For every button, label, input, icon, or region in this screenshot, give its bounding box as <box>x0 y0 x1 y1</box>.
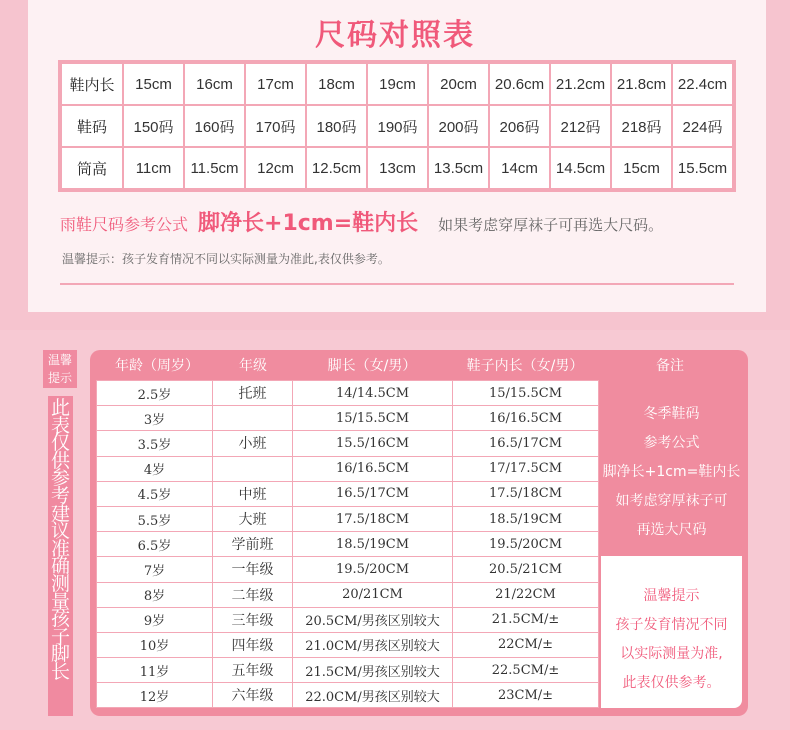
age-cell-foot: 16.5/17CM <box>293 481 453 506</box>
age-cell-age: 3岁 <box>97 406 213 431</box>
divider <box>60 283 734 285</box>
age-chart-table <box>96 380 599 708</box>
age-cell-age: 4.5岁 <box>97 481 213 506</box>
size-row <box>61 63 733 105</box>
age-row <box>97 532 599 557</box>
age-cell-age: 8岁 <box>97 582 213 607</box>
header-grade: 年级 <box>239 358 267 374</box>
size-cell: 14cm <box>489 147 550 189</box>
size-chart-table <box>60 62 734 190</box>
size-cell: 14.5cm <box>550 147 611 189</box>
age-cell-foot: 15.5/16CM <box>293 431 453 456</box>
note-line: 孩子发育情况不同 <box>615 617 728 633</box>
size-cell: 12.5cm <box>306 147 367 189</box>
age-cell-grade: 学前班 <box>213 532 293 557</box>
size-cell: 160码 <box>184 105 245 147</box>
age-cell-grade <box>213 406 293 431</box>
size-cell: 15cm <box>123 63 184 105</box>
age-cell-age: 5.5岁 <box>97 506 213 531</box>
age-cell-shoe: 23CM/± <box>453 683 599 708</box>
size-cell: 12cm <box>245 147 306 189</box>
size-row-label: 鞋码 <box>61 105 123 147</box>
note-line: 温馨提示 <box>643 588 700 604</box>
age-cell-shoe: 16/16.5CM <box>453 406 599 431</box>
note-line: 参考公式 <box>643 435 700 451</box>
note-line: 脚净长+1cm=鞋内长 <box>602 464 741 480</box>
age-cell-foot: 17.5/18CM <box>293 506 453 531</box>
age-row <box>97 456 599 481</box>
age-cell-shoe: 15/15.5CM <box>453 381 599 406</box>
age-cell-foot: 19.5/20CM <box>293 557 453 582</box>
age-cell-shoe: 21/22CM <box>453 582 599 607</box>
age-cell-grade: 二年级 <box>213 582 293 607</box>
age-row <box>97 607 599 632</box>
size-cell: 20cm <box>428 63 489 105</box>
age-cell-foot: 15/15.5CM <box>293 406 453 431</box>
age-cell-grade: 三年级 <box>213 607 293 632</box>
age-cell-grade <box>213 456 293 481</box>
size-tip: 温馨提示：孩子发育情况不同以实际测量为准此,表仅供参考。 <box>62 252 390 266</box>
age-cell-shoe: 19.5/20CM <box>453 532 599 557</box>
age-cell-grade: 托班 <box>213 381 293 406</box>
header-note: 备注 <box>656 358 684 374</box>
page-title: 尺码对照表 <box>315 18 475 53</box>
size-cell: 11cm <box>123 147 184 189</box>
formula-prefix: 雨鞋尺码参考公式 <box>60 215 189 234</box>
age-cell-shoe: 16.5/17CM <box>453 431 599 456</box>
size-cell: 21.2cm <box>550 63 611 105</box>
size-cell: 20.6cm <box>489 63 550 105</box>
age-row <box>97 658 599 683</box>
age-cell-age: 7岁 <box>97 557 213 582</box>
age-cell-age: 2.5岁 <box>97 381 213 406</box>
size-cell: 15cm <box>611 147 672 189</box>
age-cell-age: 11岁 <box>97 658 213 683</box>
formula-text: 脚净长+1cm=鞋内长 <box>198 211 419 236</box>
note-line: 此表仅供参考。 <box>622 675 721 691</box>
age-cell-foot: 21.5CM/男孩区别较大 <box>293 658 453 683</box>
size-cell: 11.5cm <box>184 147 245 189</box>
size-cell: 212码 <box>550 105 611 147</box>
size-cell: 150码 <box>123 105 184 147</box>
note-line: 再选大尺码 <box>636 522 707 538</box>
age-row <box>97 431 599 456</box>
side-strip: 此表仅供参考 建议准确测量孩子脚长 <box>48 396 73 716</box>
size-cell: 200码 <box>428 105 489 147</box>
age-cell-age: 6.5岁 <box>97 532 213 557</box>
size-cell: 18cm <box>306 63 367 105</box>
age-cell-age: 9岁 <box>97 607 213 632</box>
header-age: 年龄（周岁） <box>115 358 199 374</box>
age-cell-shoe: 20.5/21CM <box>453 557 599 582</box>
age-cell-grade: 六年级 <box>213 683 293 708</box>
size-row <box>61 105 733 147</box>
age-row <box>97 632 599 657</box>
note-line: 冬季鞋码 <box>643 406 700 422</box>
age-cell-foot: 16/16.5CM <box>293 456 453 481</box>
size-cell: 21.8cm <box>611 63 672 105</box>
age-cell-grade: 小班 <box>213 431 293 456</box>
age-cell-foot: 18.5/19CM <box>293 532 453 557</box>
age-cell-grade: 一年级 <box>213 557 293 582</box>
size-cell: 22.4cm <box>672 63 733 105</box>
age-cell-foot: 21.0CM/男孩区别较大 <box>293 632 453 657</box>
size-cell: 15.5cm <box>672 147 733 189</box>
age-cell-age: 4岁 <box>97 456 213 481</box>
age-cell-shoe: 22.5CM/± <box>453 658 599 683</box>
age-row <box>97 683 599 708</box>
age-cell-grade: 中班 <box>213 481 293 506</box>
size-row <box>61 147 733 189</box>
size-cell: 180码 <box>306 105 367 147</box>
size-cell: 170码 <box>245 105 306 147</box>
note-line: 如考虑穿厚袜子可 <box>615 493 728 509</box>
age-cell-shoe: 18.5/19CM <box>453 506 599 531</box>
size-cell: 190码 <box>367 105 428 147</box>
age-cell-shoe: 17.5/18CM <box>453 481 599 506</box>
size-cell: 13.5cm <box>428 147 489 189</box>
age-cell-foot: 14/14.5CM <box>293 381 453 406</box>
header-shoe: 鞋子内长（女/男） <box>466 358 584 374</box>
age-cell-age: 12岁 <box>97 683 213 708</box>
formula-note: 如果考虑穿厚袜子可再选大尺码。 <box>438 216 664 234</box>
age-row <box>97 481 599 506</box>
note-line: 以实际测量为准, <box>620 646 723 662</box>
size-cell: 19cm <box>367 63 428 105</box>
age-cell-age: 10岁 <box>97 632 213 657</box>
side-tag: 温馨提示 <box>43 350 77 388</box>
age-row <box>97 381 599 406</box>
formula-line <box>60 206 760 237</box>
size-cell: 16cm <box>184 63 245 105</box>
size-cell: 13cm <box>367 147 428 189</box>
age-cell-grade: 大班 <box>213 506 293 531</box>
age-row <box>97 582 599 607</box>
note-lower <box>601 556 742 708</box>
size-row-label: 筒高 <box>61 147 123 189</box>
size-cell: 224码 <box>672 105 733 147</box>
age-row <box>97 506 599 531</box>
size-cell: 17cm <box>245 63 306 105</box>
age-row <box>97 557 599 582</box>
size-cell: 218码 <box>611 105 672 147</box>
age-row <box>97 406 599 431</box>
age-cell-grade: 四年级 <box>213 632 293 657</box>
age-cell-foot: 22.0CM/男孩区别较大 <box>293 683 453 708</box>
age-cell-grade: 五年级 <box>213 658 293 683</box>
age-cell-shoe: 17/17.5CM <box>453 456 599 481</box>
age-cell-shoe: 21.5CM/± <box>453 607 599 632</box>
header-foot: 脚长（女/男） <box>327 358 417 374</box>
age-cell-shoe: 22CM/± <box>453 632 599 657</box>
size-cell: 206码 <box>489 105 550 147</box>
age-cell-foot: 20/21CM <box>293 582 453 607</box>
age-cell-foot: 20.5CM/男孩区别较大 <box>293 607 453 632</box>
age-cell-age: 3.5岁 <box>97 431 213 456</box>
note-upper <box>601 380 742 552</box>
size-row-label: 鞋内长 <box>61 63 123 105</box>
